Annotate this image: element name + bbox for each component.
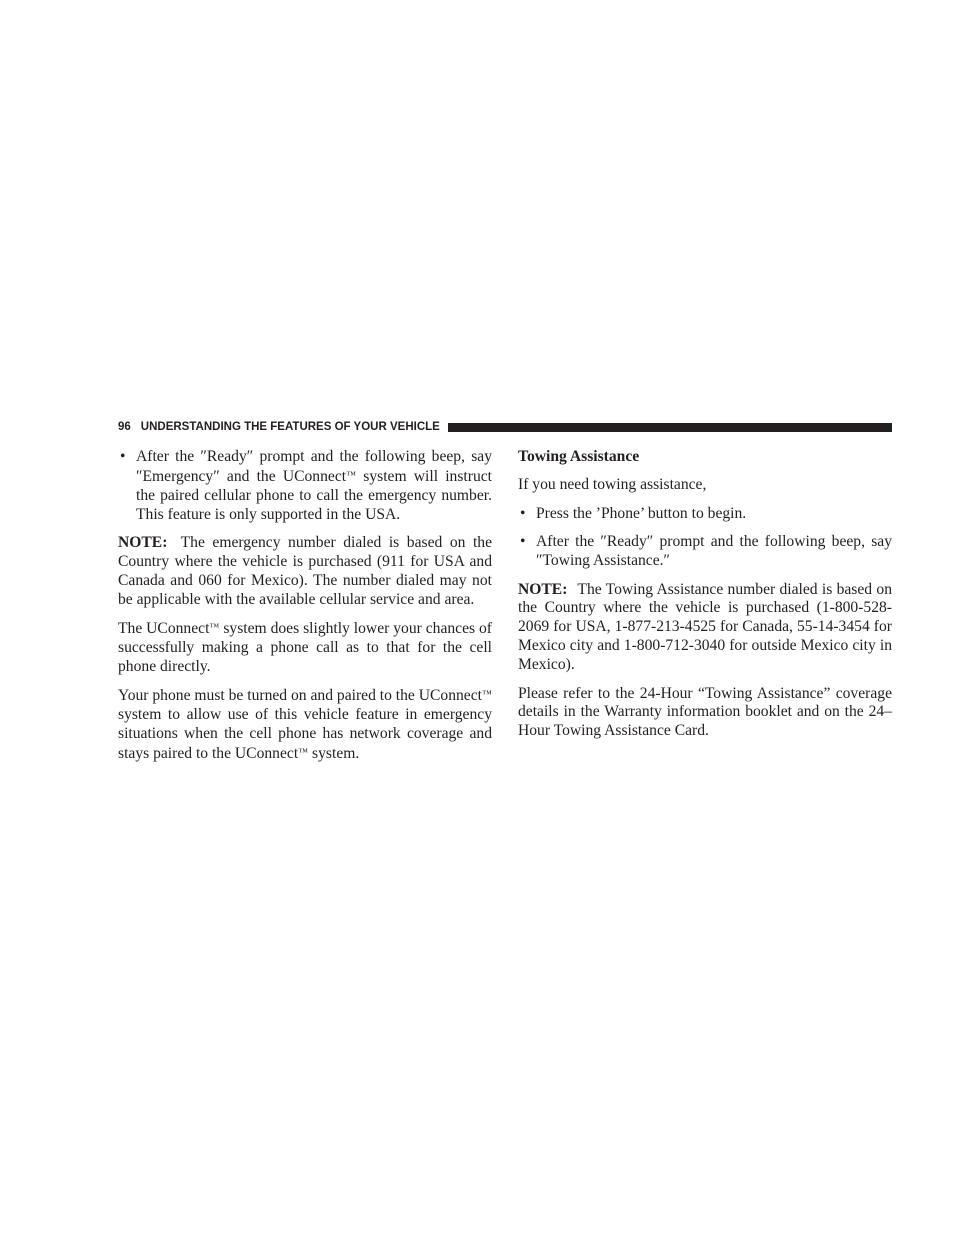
trademark-symbol: ™ xyxy=(482,689,492,701)
paragraph-refer-warranty: Please refer to the 24-Hour “Towing Assistance” coverage details in the Warranty information booklet and on the 24–Hour Towing Assistance Card. xyxy=(518,684,892,740)
running-head: UNDERSTANDING THE FEATURES OF YOUR VEHICLE xyxy=(140,421,440,433)
bullet-text: Press the ’Phone’ button to begin. xyxy=(536,504,747,522)
intro-text: If you need towing assistance, xyxy=(518,476,707,494)
right-column xyxy=(518,448,892,751)
note-towing-number xyxy=(518,581,892,676)
left-column xyxy=(118,448,492,774)
paragraph-phone-paired xyxy=(118,686,492,764)
note-emergency-number xyxy=(118,534,492,610)
bullet-text-pre: After the ″Ready″ prompt and the following beep, say ″Emergency″ and the UConnect xyxy=(136,448,492,485)
paragraph-text-mid: system to allow use of this vehicle feature in emergency situations when the cell phone has network coverage and stays paired to the UConnect xyxy=(118,706,492,763)
note-label: NOTE: xyxy=(118,534,168,552)
paragraph-text-pre: Your phone must be turned on and paired to the UConnect xyxy=(118,687,482,705)
bullet-marker: • xyxy=(120,448,126,465)
bullet-emergency xyxy=(118,448,492,525)
paragraph-text-post: system does slightly lower your chances of successfully making a phone call as to that for the cell phone directly. xyxy=(118,620,493,676)
page-header xyxy=(118,419,892,435)
bullet-text-post: system will instruct the paired cellular phone to call the emergency number. This feature is only supported in the USA. xyxy=(136,467,492,523)
page-number: 96 xyxy=(118,421,131,433)
header-rule xyxy=(448,423,892,432)
bullet-press-phone xyxy=(518,505,892,524)
trademark-symbol: ™ xyxy=(346,469,357,481)
paragraph-text-pre: The UConnect xyxy=(118,620,210,638)
paragraph-lower-chances xyxy=(118,619,492,677)
note-text: The Towing Assistance number dialed is based on the Country where the vehicle is purchased (1-800-528-2069 for USA, 1-877-213-4525 for Canada, 55-14-3454 for Mexico city and 1-800-712-3040 for outside Mexico city in Mexico). xyxy=(518,580,892,674)
note-text: The emergency number dialed is based on the Country where the vehicle is purchased (911 for USA and Canada and 060 for Mexico). The number dialed may not be applicable with the available cellular service and area. xyxy=(118,534,492,608)
paragraph-text-post: system. xyxy=(308,745,360,763)
section-heading: Towing Assistance xyxy=(518,448,640,465)
trademark-symbol: ™ xyxy=(298,747,309,759)
bullet-marker: • xyxy=(520,504,526,522)
bullet-marker: • xyxy=(520,533,526,551)
bullet-towing-assistance xyxy=(518,533,892,571)
note-label: NOTE: xyxy=(518,580,568,598)
bullet-text: After the ″Ready″ prompt and the following beep, say ″Towing Assistance.″ xyxy=(536,533,892,570)
trademark-symbol: ™ xyxy=(209,622,220,634)
